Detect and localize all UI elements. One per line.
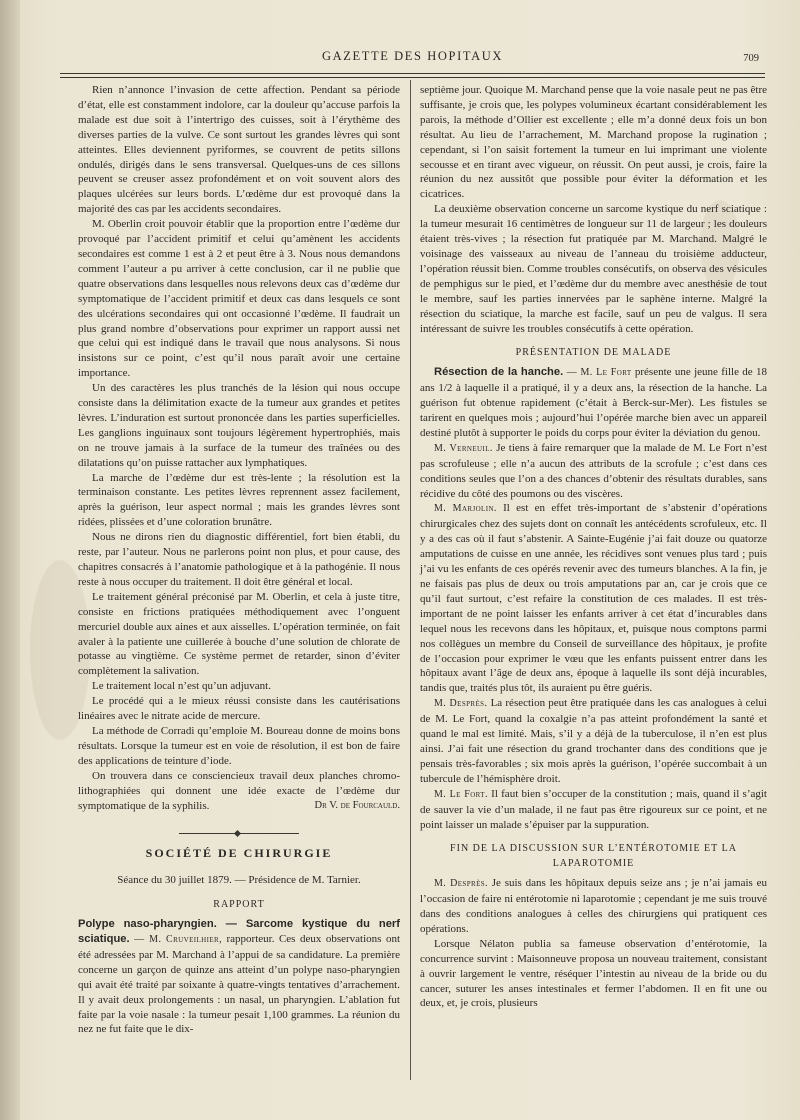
page-header <box>60 44 765 70</box>
section-separator <box>179 833 299 834</box>
paragraph: Rien n’annonce l’invasion de cette affection. Pendant sa période d’état, elle est constamment indolore, car la douleur qu’accuse parfois la malade est due soit à l’intertrigo des cuisses, soit à l’érythème des diverses parties de la vulve. Ce sont surtout les grandes lèvres qui sont atteintes. Elles deviennent pyriformes, se couvrent de petits sillons ondulés, dirigés dans le sens transversal. Quelques-uns de ces sillons peuvent se creuser assez profondément et on voit souvent alors des plaques ulcérées sur leurs bords. L’œdème dur est provoqué dans la majorité des cas par les accidents secondaires. <box>78 84 400 216</box>
running-title: GAZETTE DES HOPITAUX <box>322 49 503 63</box>
paragraph-text: Il faut bien s’occuper de la constitution ; mais, quand il s’agit de sauver la vie d’un malade, il ne faut pas être rigoureux sur ce point, et ne point laisser un malade s’épuiser par la suppuration. <box>420 787 767 831</box>
paragraph: Nous ne dirons rien du diagnostic différentiel, fort bien établi, du reste, par l’auteur. Nous ne parlerons point non plus, et pour cause, des chapitres consacrés à l’anatomie pathologique et à la pathogénie. Il nous reste à nous occuper du traitement. Il doit être général et local. <box>78 531 400 588</box>
speaker-name: M. Desprès. <box>434 878 488 890</box>
speaker-name: — M. Le Fort <box>566 367 632 379</box>
paragraph: Lorsque Nélaton publia sa fameuse observation d’entérotomie, la concurrence survint : Maisonneuve proposa un nouveau traitement, consistant à ouvrir largement le ventre, réséquer l’intestin au niveau de la bride ou du cancer, suturer les anses intestinales et fermer l’abdomen. Il en fit une ou deux, et, je crois, plusieurs <box>420 937 767 1010</box>
session-line: Séance du 30 juillet 1879. — Présidence de M. Tarnier. <box>117 874 361 887</box>
article-title: Polype naso-pharyngien. — Sarcome kystique du nerf sciatique. <box>78 918 400 946</box>
speaker-name: M. Marjolin. <box>434 503 497 515</box>
separator-ornament <box>234 830 241 837</box>
article-title: Résection de la hanche. <box>434 366 564 379</box>
paragraph-text: La résection peut être pratiquée dans les cas analogues à celui de M. Le Fort, quand la coxalgie n’a pas atteint profondément la santé et quand le mal est limité. Mais, s’il y a déjà de la tuberculose, il n’en est plus ainsi. J’ai fait une résection du grand trochanter dans des conditions que je pensais très-favorables ; six mois après la guérison, l’opérée succombait à un tubercule de l’hémisphère droit. <box>420 697 767 785</box>
rubric-heading: RAPPORT <box>213 899 265 911</box>
paragraph-text: Je suis dans les hôpitaux depuis seize ans ; je n’ai jamais eu l’occasion de faire ni entérotomie ni laparotomie ; cependant je me suis trouvé dans des conditions analogues à celles des chirurgiens qui pratiquent ces opérations. <box>420 877 768 935</box>
speaker-name: M. Verneuil. <box>434 442 493 454</box>
paragraph-text: Je tiens à faire remarquer que la malade de M. Le Fort n’est pas scrofuleuse ; elle n’a aucun des attributs de la scrofule ; c’est dans ces conditions seules que l’on a des chances d’obtenir des résultats durables, sans récidive du côté des poumons ou des viscères. <box>420 441 767 500</box>
speaker-name: M. Le Fort. <box>434 788 488 800</box>
paragraph <box>420 787 767 833</box>
paragraph <box>420 365 767 441</box>
report-text: rapporteur. Ces deux observations ont été adressées par M. Marchand à l’appui de sa candidature. La première concerne un garçon de quinze ans atteint d’un polype naso-pharyngien qui avait été traité par soixante à quatre-vingts tentatives d’arrachement. Il y avait deux prolongements : un nasal, un pharyngien. L’ablation fut faite par la voie nasale : la tumeur pesait 1,100 grammes. La réunion du nez ne fut faite que le dix- <box>78 933 401 1036</box>
paragraph-text: présente une jeune fille de 18 ans 1/2 à laquelle il a pratiqué, il y a deux ans, la résection de la hanche. La guérison fut obtenue rapidement (c’était à Berck-sur-Mer). Les fistules se tarirent en quelques mois ; aujourd’hui l’opérée marche bien avec un appareil destiné plutôt à supporter le poids du corps pour éviter la déviation du genou. <box>420 366 768 439</box>
paragraph: septième jour. Quoique M. Marchand pense que la voie nasale peut ne pas être suffisante, je crois que, les polypes volumineux écartant considérablement les parois, la méthode d’Ollier est excellente ; elle m’a donné deux fois un bon résultat. Au lieu de l’arrachement, M. Marchand propose la rugination ; cependant, si l’on saisit fortement la tumeur en lui imprimant une violente secousse et en tirant avec vigueur, on réussit. On peut aussi, je crois, faire la réunion du nez aussitôt que possible pour éviter la déformation et les cicatrices. <box>420 84 767 201</box>
paragraph <box>420 876 767 937</box>
rubric-heading: PRÉSENTATION DE MALADE <box>515 347 672 359</box>
paragraph: La deuxième observation concerne un sarcome kystique du nerf sciatique : la tumeur mesurait 16 centimètres de longueur sur 11 de largeur ; les douleurs étaient très-vives ; la résection fut pratiquée par M. Marchand. Malgré le voisinage des vaisseaux au niveau de l’anneau du troisième adducteur, l’opération réussit bien. Comme troubles consécutifs, on observa des vésicules de pemphigus sur le pied, et l’œdème dur du membre avec anesthésie de tout le membre, sauf les parties innervées par le saphène interne. Malgré la résection du sciatique, la marche est facile, sauf un peu de valgus. Il sera intéressant de suivre les troubles consécutifs à cette opération. <box>420 203 767 335</box>
paragraph: Le traitement général préconisé par M. Oberlin, et cela à juste titre, consiste en frictions pratiquées méthodiquement avec l’onguent mercuriel double aux aines et aux aisselles. L’opération terminée, on fait avaler à la patiente une cuillerée à bouche d’une solution de chlorate de potasse au vingtième. Ce système permet de retarder, sinon d’éviter complètement la salivation. <box>78 590 400 678</box>
paragraph: La marche de l’œdème dur est très-lente ; la résolution est la terminaison constante. Les petites lèvres reprennent assez facilement, après la guérison, leur aspect normal ; mais les grandes lèvres sont ridées, plissées et d’une coloration brunâtre. <box>78 471 400 529</box>
paragraph: La méthode de Corradi qu’emploie M. Boureau donne de moins bons résultats. Lorsque la tumeur est en voie de résolution, il est bon de faire des applications de teinture d’iode. <box>78 724 400 767</box>
right-column <box>420 83 767 1011</box>
paragraph: M. Oberlin croit pouvoir établir que la proportion entre l’œdème dur provoqué par l’accident primitif et celui qu’amènent les accidents secondaires est comme 1 est à 2 et peut être à 3. Nous nous demandons comment l’auteur a pu arriver à cette conclusion, car il ne publie que quatre observations dans lesquelles nous relevons deux cas d’œdème dur symptomatique de l’accident primitif et deux cas dans lesquels ce sont des ulcérations secondaires qui ont occasionné l’œdème. Il faudrait un plus grand nombre d’observations pour exprimer un rapport aussi net que celui qui est indiqué dans le travail que nous analysons. Si nous insistons sur ce point, c’est qu’il nous paraît avoir une certaine importance. <box>78 218 400 380</box>
rubric-heading: FIN DE LA DISCUSSION SUR L’ENTÉROTOMIE ET LA LAPAROTOMIE <box>450 843 737 870</box>
paragraph <box>420 441 767 502</box>
paragraph <box>420 501 767 696</box>
paragraph-text: Il est en effet très-important de s’abstenir d’opérations chirurgicales chez des sujets dont on connaît les antécédents scrofuleux, etc. Il y a des cas où il faut s’abstenir. A Sainte-Eugénie j’ai fait douze ou quatorze amputations de cuisse en une année, les récidives sont venues plus tard ; puis j’ai vu les enfants de ces opérés revenir avec des tumeurs blanches. A la fin, je ne faisais pas plus de deux ou trois amputations par an, car je crois que ce qu’il faut surtout, c’est refaire la constitution de ces malades. Il est très-important de ne point laisser les enfants arriver à cet état d’incurables dans lequel nous les recevons dans les hôpitaux, et, puisque nous comptons parmi nos collègues un membre du Conseil de surveillance des hôpitaux, je profite de l’occasion pour exprimer le vœu que les enfants puissent entrer dans les hôpitaux avant l’âge de deux ans, époque à laquelle ils sont déjà incurables, tandis que, traités plus tôt, ils auraient pu être guéris. <box>420 502 768 695</box>
paragraph: Un des caractères les plus tranchés de la lésion qui nous occupe consiste dans la délimitation exacte de la tumeur aux grandes et petites lèvres. L’induration est surtout prononcée dans les parties superficielles. Les ganglions inguinaux sont toujours légèrement hypertrophiés, mais on ne trouve jamais à la surface de la tumeur des traînées ou des dilatations qu’on puisse rattacher aux lymphatiques. <box>78 382 400 469</box>
paragraph: On trouvera dans ce consciencieux travail deux planches chromo-lithographiées qui donnent une idée exacte de l’œdème dur symptomatique de la syphilis. <box>78 769 400 812</box>
paragraph: Le procédé qui a le mieux réussi consiste dans les cautérisations linéaires avec le nitrate acide de mercure. <box>78 695 400 723</box>
left-column <box>78 83 400 1037</box>
report-paragraph <box>78 917 400 1037</box>
page-number: 709 <box>743 53 759 64</box>
binding-spine <box>0 0 20 1120</box>
paragraph: Le traitement local n’est qu’un adjuvant. <box>92 680 271 693</box>
column-divider <box>410 80 411 1080</box>
speaker-name: M. Desprès. <box>434 698 488 710</box>
author-signature: Dr V. de Fourcauld. <box>314 799 400 811</box>
paragraph <box>420 696 767 786</box>
section-title: SOCIÉTÉ DE CHIRURGIE <box>145 846 333 861</box>
report-author: — M. Cruveilhier, <box>134 934 222 946</box>
header-rule <box>60 73 765 78</box>
